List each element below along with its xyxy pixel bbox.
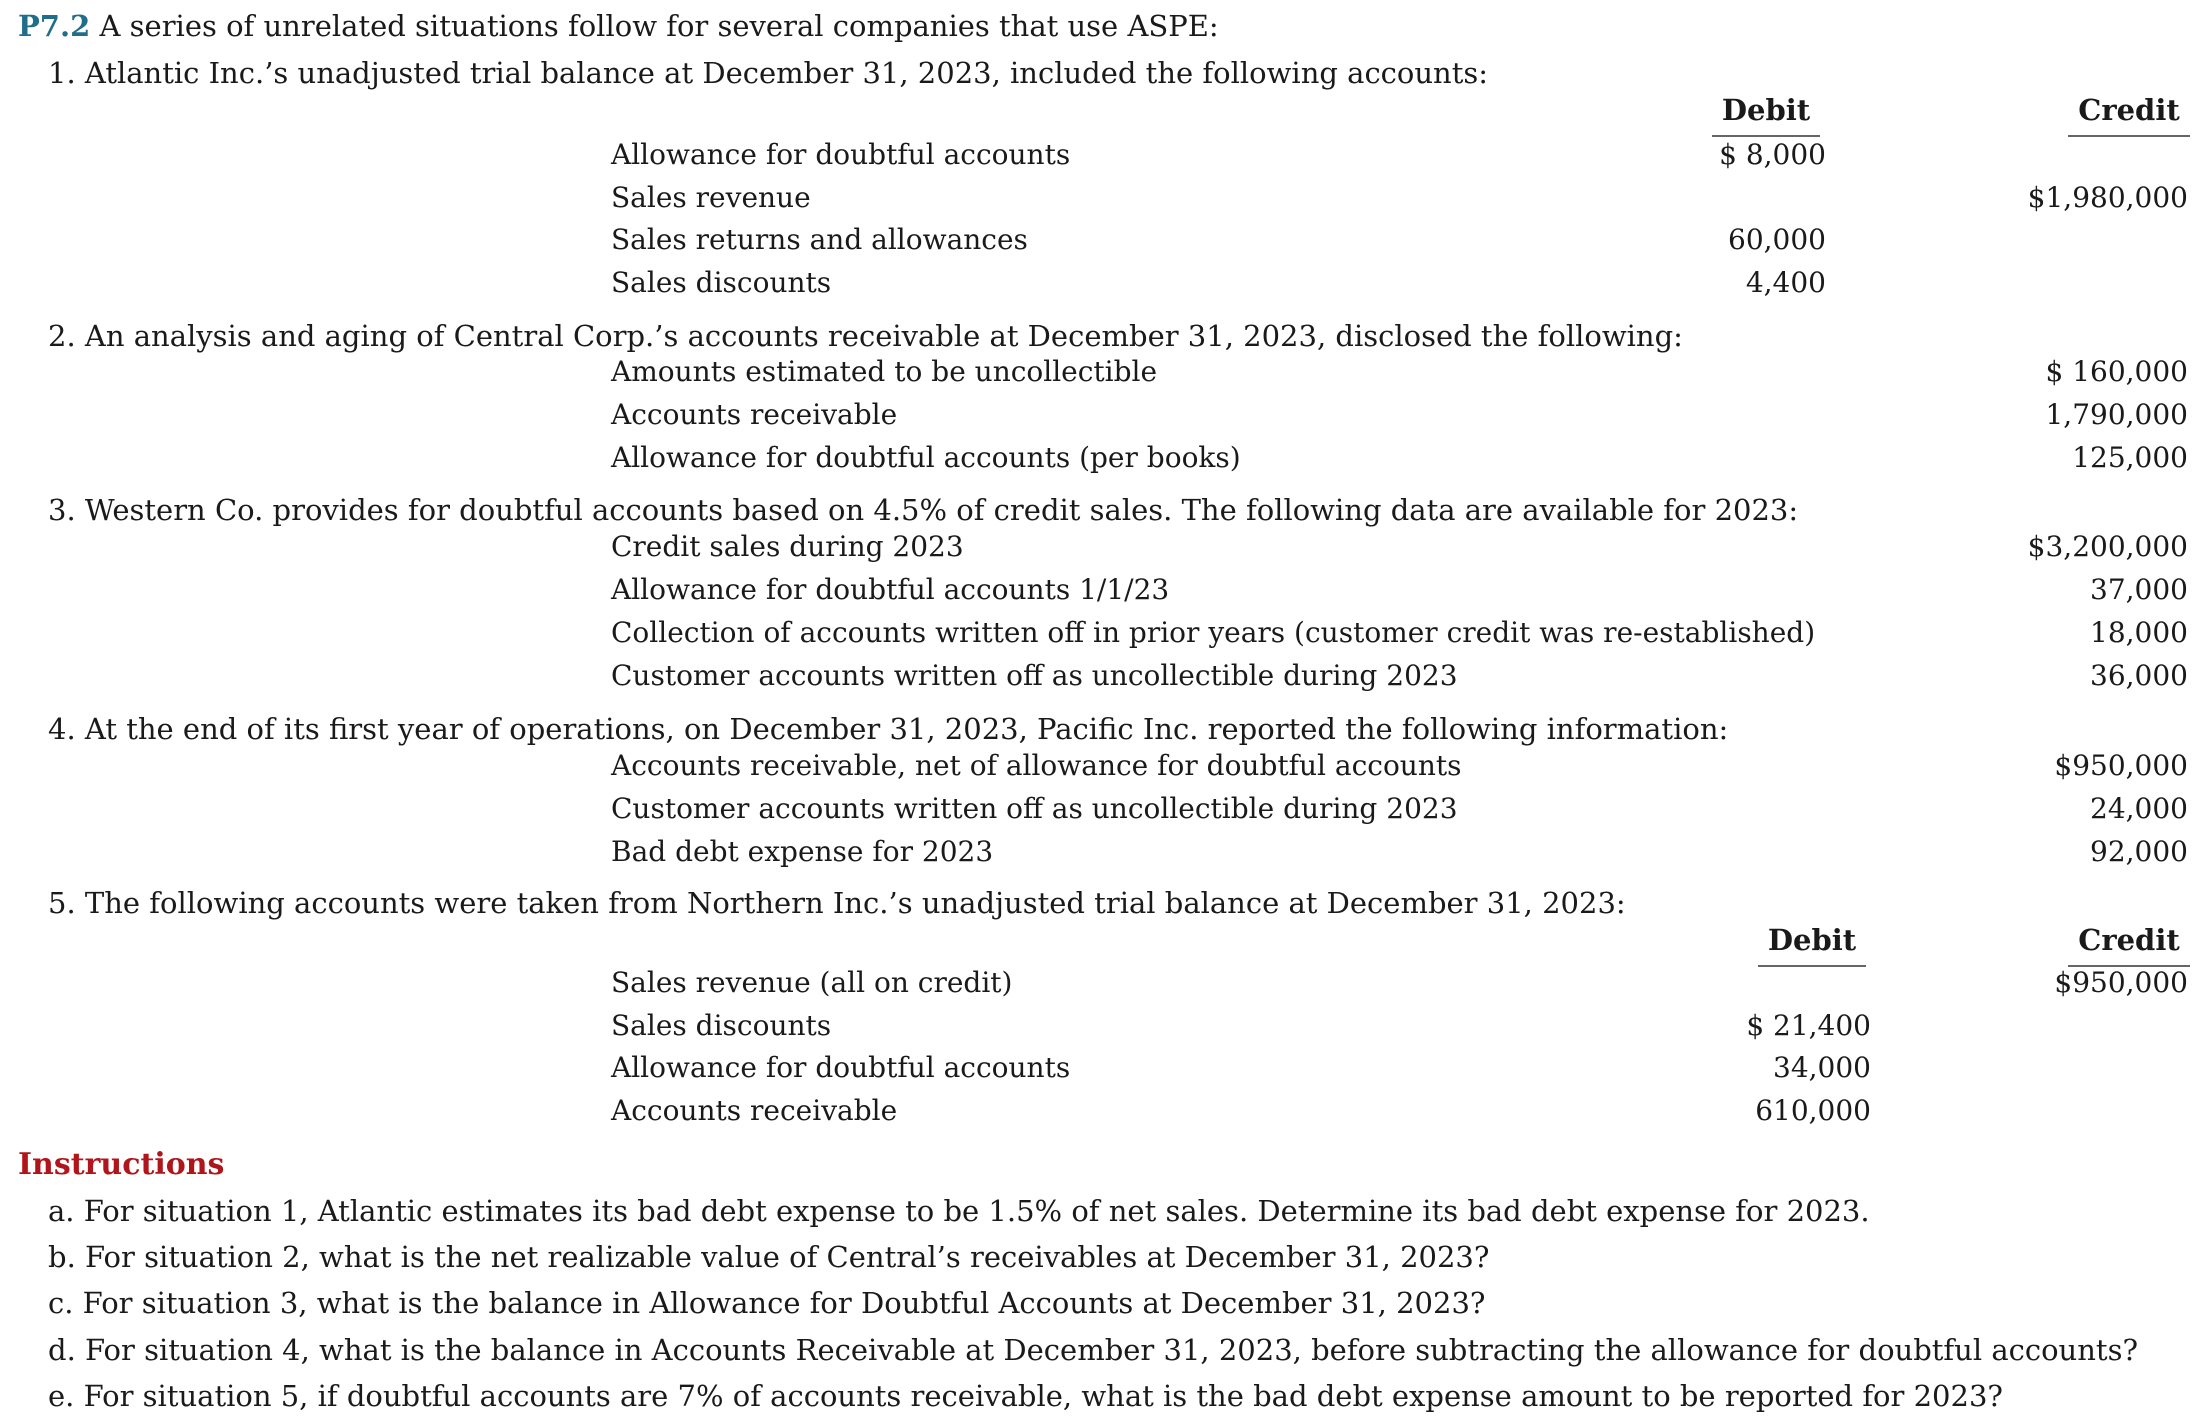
s1-row-label: Sales returns and allowances — [611, 223, 1028, 256]
s2-row-label: Allowance for doubtful accounts (per books) — [611, 441, 1241, 474]
s2-row-value: 1,790,000 — [2045, 398, 2188, 431]
s5-row-label: Sales revenue (all on credit) — [611, 966, 1013, 999]
s2-row-label: Amounts estimated to be uncollectible — [611, 355, 1158, 388]
s5-row-debit: $ 21,400 — [1746, 1009, 1871, 1042]
instruction-item: c. For situation 3, what is the balance in Allowance for Doubtful Accounts at December 31, 2023? — [48, 1286, 1486, 1320]
instruction-item: b. For situation 2, what is the net realizable value of Central’s receivables at December 31, 2023? — [48, 1240, 1490, 1274]
s1-row-credit: $1,980,000 — [2027, 181, 2188, 214]
situation-4-heading: 4. At the end of its first year of operations, on December 31, 2023, Pacific Inc. reported the following information: — [48, 712, 1729, 746]
situation-1-debit-header: Debit — [1712, 96, 1820, 137]
s5-row-label: Accounts receivable — [611, 1094, 898, 1127]
problem-title — [18, 9, 1219, 43]
s1-row-debit: 60,000 — [1728, 223, 1826, 256]
s4-row-label: Bad debt expense for 2023 — [611, 835, 994, 868]
s5-row-label: Sales discounts — [611, 1009, 832, 1042]
situation-1-heading: 1. Atlantic Inc.’s unadjusted trial balance at December 31, 2023, included the following accounts: — [48, 56, 1489, 90]
s1-row-label: Allowance for doubtful accounts — [611, 138, 1071, 171]
instruction-item: a. For situation 1, Atlantic estimates its bad debt expense to be 1.5% of net sales. Determine its bad debt expense for 2023. — [48, 1194, 1870, 1228]
s3-row-label: Customer accounts written off as uncollectible during 2023 — [611, 659, 1458, 692]
s3-row-value: 37,000 — [2090, 573, 2188, 606]
situation-5-debit-header: Debit — [1758, 926, 1866, 967]
instruction-item: d. For situation 4, what is the balance in Accounts Receivable at December 31, 2023, before subtracting the allowance for doubtful accounts? — [48, 1333, 2138, 1367]
s1-row-debit: 4,400 — [1745, 266, 1826, 299]
instructions-title: Instructions — [18, 1147, 225, 1182]
s5-row-debit: 610,000 — [1755, 1094, 1871, 1127]
s3-row-label: Collection of accounts written off in prior years (customer credit was re-established) — [611, 616, 1816, 649]
problem-intro: A series of unrelated situations follow for several companies that use ASPE: — [90, 9, 1219, 43]
s1-row-label: Sales discounts — [611, 266, 832, 299]
situation-5-credit-header: Credit — [2068, 926, 2190, 967]
s4-row-label: Customer accounts written off as uncollectible during 2023 — [611, 792, 1458, 825]
s2-row-value: $ 160,000 — [2045, 355, 2188, 388]
instruction-item: e. For situation 5, if doubtful accounts are 7% of accounts receivable, what is the bad debt expense amount to be reported for 2023? — [48, 1379, 2003, 1413]
s3-row-value: $3,200,000 — [2027, 530, 2188, 563]
s3-row-label: Allowance for doubtful accounts 1/1/23 — [611, 573, 1170, 606]
s2-row-label: Accounts receivable — [611, 398, 898, 431]
situation-1-credit-header: Credit — [2068, 96, 2190, 137]
s1-row-label: Sales revenue — [611, 181, 811, 214]
s4-row-value: $950,000 — [2054, 749, 2188, 782]
s5-row-debit: 34,000 — [1773, 1051, 1871, 1084]
s4-row-value: 92,000 — [2090, 835, 2188, 868]
problem-id: P7.2 — [18, 9, 91, 43]
s3-row-value: 18,000 — [2090, 616, 2188, 649]
s4-row-label: Accounts receivable, net of allowance for doubtful accounts — [611, 749, 1462, 782]
situation-3-heading: 3. Western Co. provides for doubtful accounts based on 4.5% of credit sales. The following data are available for 2023: — [48, 493, 1799, 527]
s3-row-value: 36,000 — [2090, 659, 2188, 692]
s2-row-value: 125,000 — [2072, 441, 2188, 474]
s3-row-label: Credit sales during 2023 — [611, 530, 964, 563]
situation-2-heading: 2. An analysis and aging of Central Corp.’s accounts receivable at December 31, 2023, disclosed the following: — [48, 319, 1683, 353]
s4-row-value: 24,000 — [2090, 792, 2188, 825]
s5-row-credit: $950,000 — [2054, 966, 2188, 999]
s5-row-label: Allowance for doubtful accounts — [611, 1051, 1071, 1084]
s1-row-debit: $ 8,000 — [1719, 138, 1826, 171]
situation-5-heading: 5. The following accounts were taken from Northern Inc.’s unadjusted trial balance at December 31, 2023: — [48, 886, 1626, 920]
